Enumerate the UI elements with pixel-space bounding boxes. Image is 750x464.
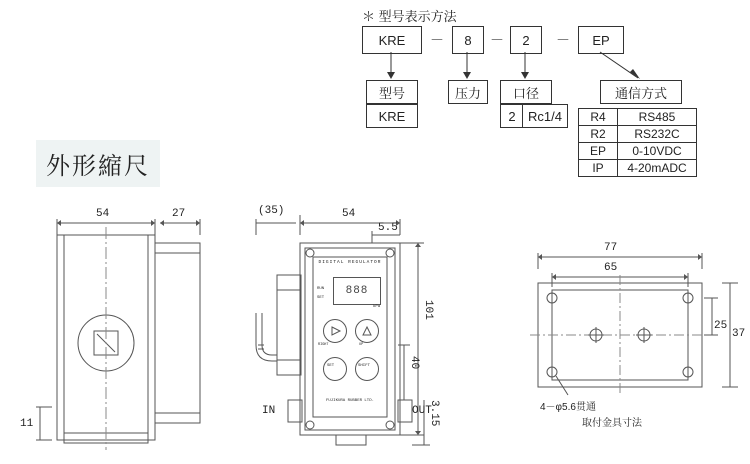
dim-top-77: 77 xyxy=(604,242,618,254)
legend-value-bore-thread: Rc1/4 xyxy=(522,104,568,128)
code-separator-2: － xyxy=(490,32,504,48)
comm-desc: RS232C xyxy=(618,126,697,143)
model-code-comm-box: EP xyxy=(578,26,624,54)
shift-button-label: SHIFT xyxy=(358,364,371,368)
top-view-caption: 取付金具寸法 xyxy=(582,418,642,429)
legend-value-model: KRE xyxy=(366,104,418,128)
table-row xyxy=(579,126,697,143)
comm-method-table xyxy=(578,108,697,177)
lcd-display xyxy=(333,277,381,305)
up-button-label: UP xyxy=(359,343,364,347)
legend-label-pressure: 压力 xyxy=(448,80,488,104)
model-code-bore-box: 2 xyxy=(510,26,542,54)
comm-code: R2 xyxy=(579,126,618,143)
model-code-title: ＊ 型号表示方法 xyxy=(362,9,457,24)
right-button[interactable] xyxy=(323,319,347,343)
dim-front-5-5: 5.5 xyxy=(378,222,398,234)
legend-label-comm: 通信方式 xyxy=(600,80,682,104)
up-button[interactable] xyxy=(355,319,379,343)
dim-left-27: 27 xyxy=(172,208,186,220)
set-button[interactable] xyxy=(323,357,347,381)
dim-left-11: 11 xyxy=(20,418,34,430)
unit-label: kPa xyxy=(373,305,381,309)
triangle-right-icon xyxy=(324,320,346,342)
brand-label: FUJIKURA RUBBER LTD. xyxy=(325,399,374,403)
model-code-pressure-box: 8 xyxy=(452,26,484,54)
table-row xyxy=(579,160,697,177)
code-separator-3: － xyxy=(556,32,570,48)
panel-title: DIGITAL REGULATOR xyxy=(318,260,382,265)
hole-note: 4－φ5.6贯通 xyxy=(540,402,596,413)
led-run-label: RUN xyxy=(317,287,325,291)
set-button-label: SET xyxy=(327,364,335,368)
led-set-label: SET xyxy=(317,296,325,300)
dim-front-54: 54 xyxy=(342,208,356,220)
comm-code: IP xyxy=(579,160,618,177)
shift-button[interactable] xyxy=(355,357,379,381)
dim-left-54: 54 xyxy=(96,208,110,220)
regulator-panel xyxy=(313,257,387,417)
port-out-label: OUT xyxy=(412,405,432,417)
dim-front-3-15: 3.15 xyxy=(428,400,440,427)
triangle-up-icon xyxy=(356,320,378,342)
page-title: 外形縮尺 xyxy=(36,140,160,187)
dim-top-65: 65 xyxy=(604,262,618,274)
comm-desc: RS485 xyxy=(618,109,697,126)
model-code-series-box: KRE xyxy=(362,26,422,54)
code-separator-1: － xyxy=(430,32,444,48)
right-button-label: RIGHT xyxy=(318,343,329,347)
dim-top-37: 37 xyxy=(732,328,746,340)
comm-desc: 0-10VDC xyxy=(618,143,697,160)
table-row xyxy=(579,143,697,160)
comm-code: EP xyxy=(579,143,618,160)
dim-top-25: 25 xyxy=(714,320,728,332)
dim-front-101: 101 xyxy=(422,300,434,320)
comm-code: R4 xyxy=(579,109,618,126)
dim-front-40: 40 xyxy=(408,356,420,370)
port-in-label: IN xyxy=(262,405,276,417)
table-row xyxy=(579,109,697,126)
comm-desc: 4-20mADC xyxy=(618,160,697,177)
legend-label-bore: 口径 xyxy=(500,80,552,104)
legend-label-model: 型号 xyxy=(366,80,418,104)
legend-value-bore-code: 2 xyxy=(500,104,524,128)
lcd-value: 888 xyxy=(345,285,369,297)
dim-front-35: (35) xyxy=(258,205,285,217)
